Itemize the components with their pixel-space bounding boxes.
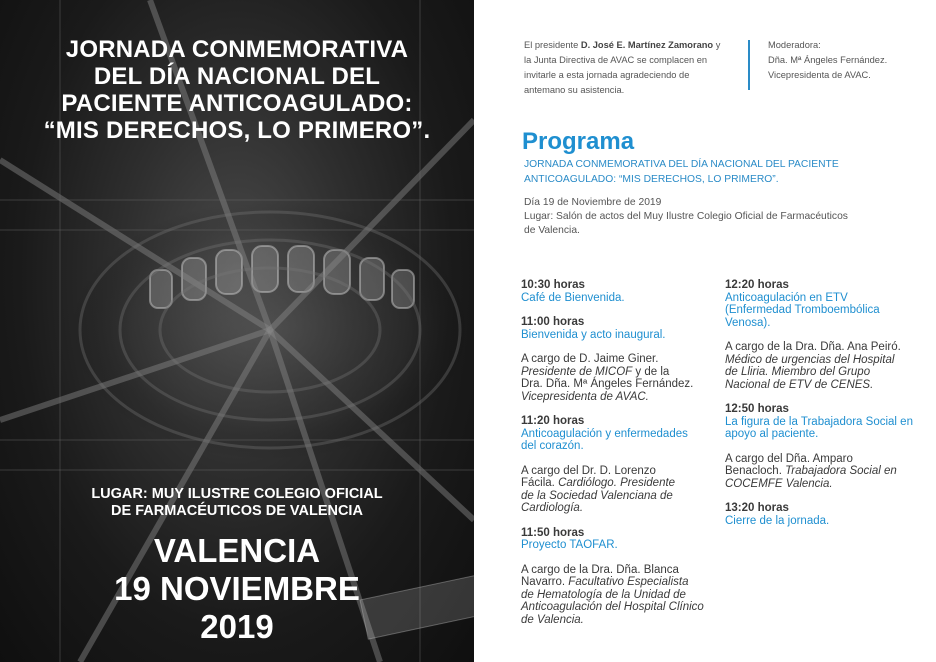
program-panel — [474, 0, 936, 662]
schedule-time: 11:00 horas — [521, 316, 585, 328]
schedule-column-1 — [521, 279, 706, 638]
event-title: JORNADA CONMEMORATIVA DEL DÍA NACIONAL DEL PACIENTE ANTICOAGULADO: “MIS DERECHOS, LO PRIMERO”. — [43, 36, 431, 144]
schedule-activity: Café de Bienvenida. — [521, 291, 625, 304]
schedule-speaker: A cargo de la Dra. Dña. Ana Peiró. Médico de urgencias del Hospital de Lliria. Miembro del Grupo Nacional de ETV de CENES. — [725, 341, 901, 391]
schedule-activity: Anticoagulación y enfermedades del corazón. — [521, 427, 688, 452]
invitation-text: El presidente D. José E. Martínez Zamorano y la Junta Directiva de AVAC se complacen en invitarle a esta jornada agradeciendo de antemano su asistencia. — [524, 40, 721, 95]
moderator-info: Moderadora: Dña. Mª Ángeles Fernández. Vicepresidenta de AVAC. — [768, 40, 888, 80]
schedule-time: 12:50 horas — [725, 403, 789, 415]
schedule-time: 13:20 horas — [725, 502, 789, 514]
schedule-activity: Cierre de la jornada. — [725, 514, 830, 527]
schedule-item — [521, 415, 706, 515]
schedule-speaker: A cargo del Dr. D. Lorenzo Fácila. Cardiólogo. Presidente de la Sociedad Valenciana de Cardiología. — [521, 464, 676, 514]
schedule-activity: Bienvenida y acto inaugural. — [521, 328, 666, 341]
schedule-item — [521, 279, 706, 304]
schedule-item — [725, 502, 920, 527]
program-subtitle: JORNADA CONMEMORATIVA DEL DÍA NACIONAL DEL PACIENTE ANTICOAGULADO: “MIS DERECHOS, LO PRIMERO”. — [524, 159, 839, 185]
schedule-item — [521, 316, 706, 403]
schedule-activity: La figura de la Trabajadora Social en apoyo al paciente. — [725, 415, 913, 440]
schedule-activity: Anticoagulación en ETV (Enfermedad Tromboembólica Venosa). — [725, 291, 880, 329]
schedule-activity: Proyecto TAOFAR. — [521, 539, 618, 551]
program-title: Programa — [522, 128, 635, 155]
schedule-item — [725, 279, 920, 391]
schedule-time: 12:20 horas — [725, 279, 789, 291]
schedule-speaker: A cargo de D. Jaime Giner. Presidente de MICOF y de la Dra. Dña. Mª Ángeles Fernández. Vicepresidenta de AVAC. — [521, 353, 694, 403]
schedule-time: 10:30 horas — [521, 279, 585, 291]
schedule-speaker: A cargo de la Dra. Dña. Blanca Navarro. Facultativo Especialista de Hematología de la Unidad de Anticoagulación del Hospital Clínico de Valencia. — [521, 563, 704, 626]
schedule-column-2 — [725, 279, 920, 539]
date-venue-info: Día 19 de Noviembre de 2019 Lugar: Salón de actos del Muy Ilustre Colegio Oficial de Farmacéuticos de Valencia. — [524, 197, 848, 236]
schedule-speaker: A cargo del Dña. Amparo Benacloch. Trabajadora Social en COCEMFE Valencia. — [725, 452, 897, 490]
schedule-time: 11:50 horas — [521, 526, 585, 539]
divider — [748, 40, 750, 90]
schedule-item — [725, 403, 920, 490]
schedule-item — [521, 527, 706, 627]
event-city-date: VALENCIA 19 NOVIEMBRE 2019 — [114, 532, 360, 645]
event-venue: LUGAR: MUY ILUSTRE COLEGIO OFICIAL DE FARMACÉUTICOS DE VALENCIA — [91, 486, 383, 519]
schedule-time: 11:20 horas — [521, 415, 585, 427]
